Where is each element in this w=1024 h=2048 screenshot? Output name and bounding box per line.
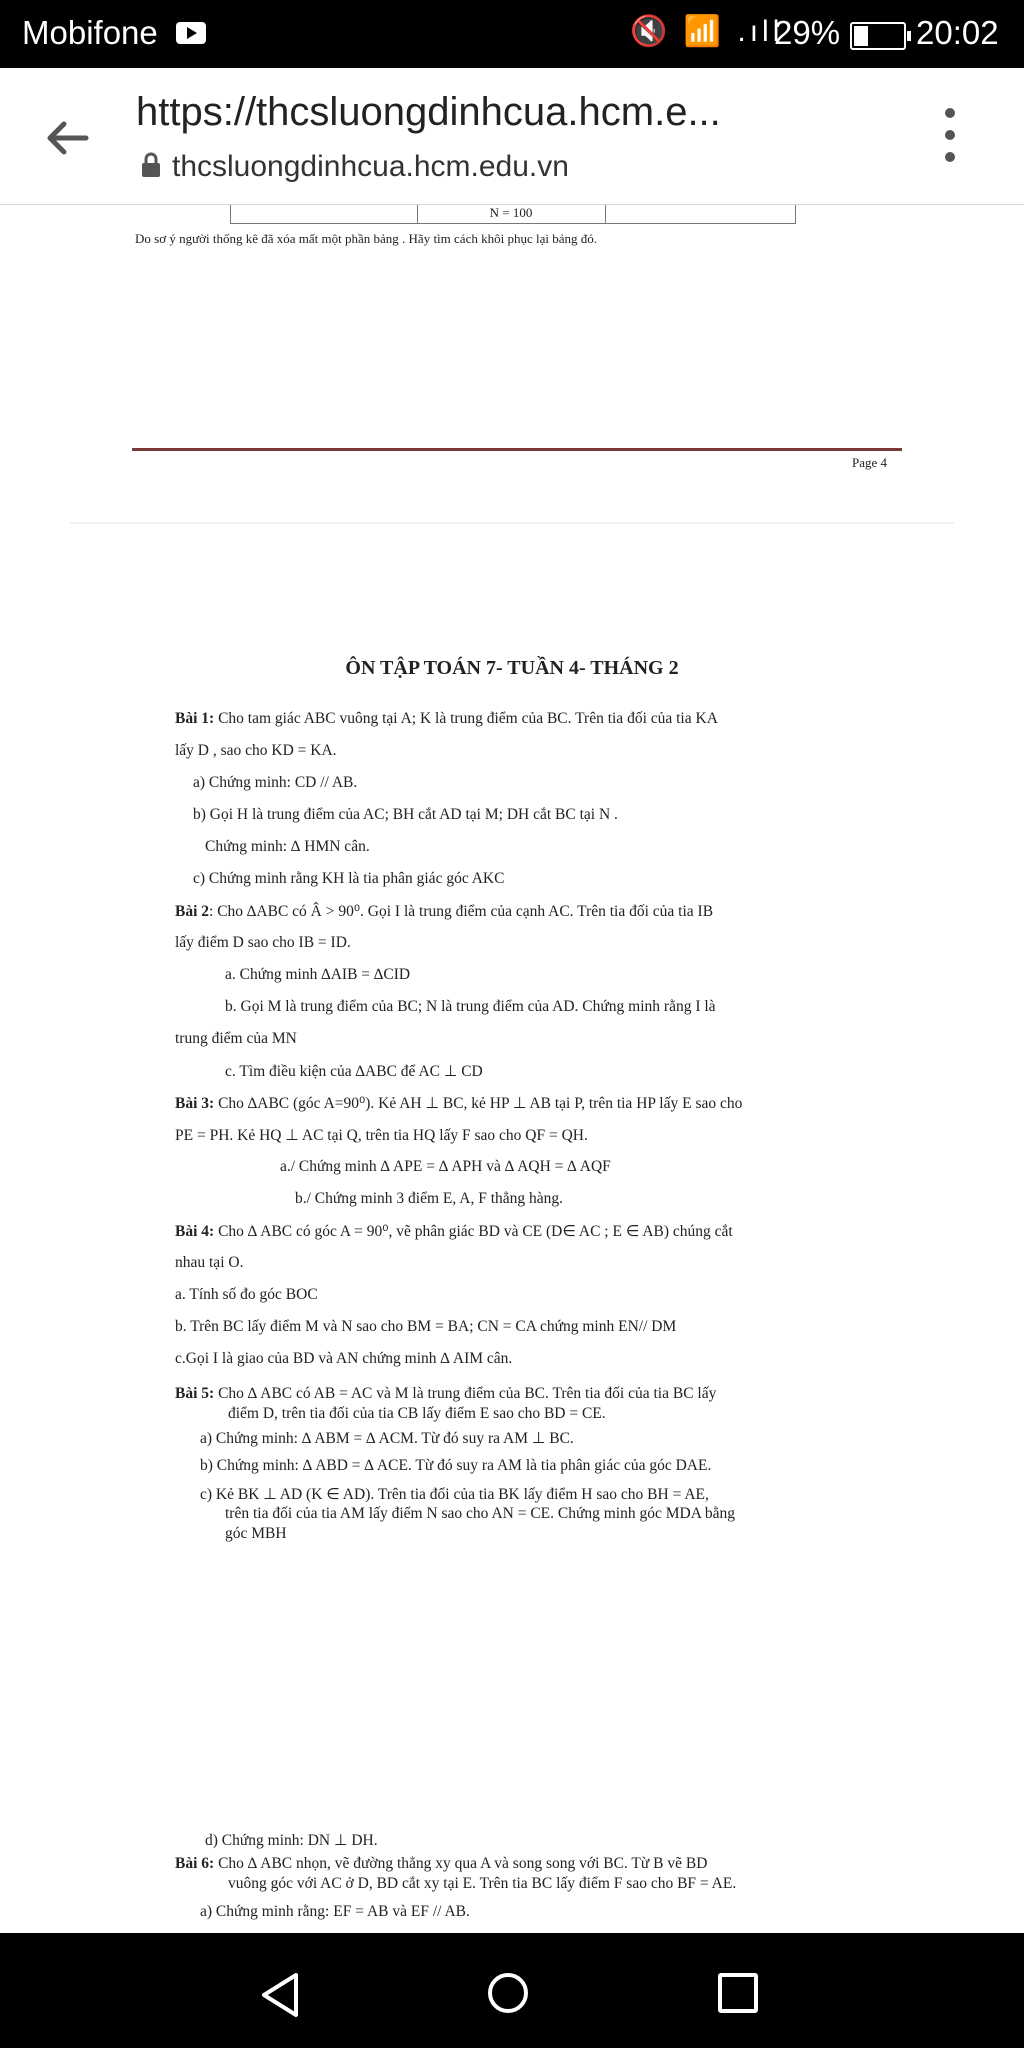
line-text: nhau tại O. [175, 1254, 244, 1271]
document-line [225, 966, 410, 984]
table-fragment [230, 205, 796, 224]
nav-back-icon[interactable] [258, 1971, 302, 2019]
line-text: c) Kẻ BK ⊥ AD (K ∈ AD). Trên tia đối của tia BK lấy điểm H sao cho BH = AE, [200, 1486, 709, 1503]
document-line [193, 870, 504, 888]
browser-toolbar [0, 68, 1024, 205]
document-line [205, 838, 370, 856]
document-line [193, 774, 357, 792]
document-line [225, 998, 716, 1016]
overflow-menu-icon[interactable] [940, 108, 960, 168]
navigation-bar [0, 1933, 1024, 2048]
line-text: Chứng minh: ∆ HMN cân. [205, 838, 370, 855]
exercise-label: Bài 4: [175, 1223, 215, 1240]
youtube-notification-icon [176, 22, 206, 44]
line-text: trung điểm của MN [175, 1030, 297, 1047]
document-line [200, 1429, 574, 1448]
document-line [200, 1457, 711, 1475]
line-text: Cho tam giác ABC vuông tại A; K là trung điểm của BC. Trên tia đối của tia KA [214, 710, 718, 727]
document-line [175, 1030, 297, 1048]
line-text: lấy điểm D sao cho IB = ID. [175, 934, 351, 951]
exercise-label: Bài 2 [175, 903, 210, 920]
page-footer-rule [132, 448, 902, 451]
line-text: a) Chứng minh rằng: EF = AB và EF // AB. [200, 1903, 470, 1920]
document-line [175, 1350, 512, 1368]
pdf-viewer[interactable] [0, 205, 1024, 1933]
line-text: c.Gọi I là giao của BD và AN chứng minh ∆ AIM cân. [175, 1350, 513, 1367]
battery-percent: 29% [774, 14, 841, 51]
carrier-name: Mobifone [22, 14, 158, 51]
page-separator [70, 522, 954, 524]
line-text: Cho ∆ ABC có góc A = 90⁰, vẽ phân giác BD và CE (D∈ AC ; E ∈ AB) chúng cắt [214, 1223, 733, 1240]
document-note: Do sơ ý người thống kê đã xóa mất một phần bảng . Hãy tìm cách khôi phục lại bảng đó. [135, 231, 597, 246]
document-line [228, 1875, 736, 1893]
back-arrow-icon[interactable] [40, 112, 92, 164]
nav-home-icon[interactable] [488, 1973, 528, 2013]
line-text: Cho ∆ ABC có AB = AC và M là trung điểm của BC. Trên tia đối của tia BC lấy [214, 1385, 717, 1402]
document-line [175, 1126, 588, 1145]
line-text: d) Chứng minh: DN ⊥ DH. [205, 1832, 378, 1849]
page-number: Page 4 [852, 455, 888, 470]
status-bar [0, 0, 1024, 68]
line-text: b. Gọi M là trung điểm của BC; N là trung điểm của AD. Chứng minh rằng I là [225, 998, 716, 1015]
exercise-label: Bài 1: [175, 710, 215, 727]
line-text: trên tia đối của tia AM lấy điểm N sao cho AN = CE. Chứng minh góc MDA bằng [225, 1505, 736, 1522]
line-text: c. Tìm điều kiện của ∆ABC để AC ⊥ CD [225, 1063, 483, 1080]
line-text: b) Gọi H là trung điểm của AC; BH cắt AD tại M; DH cắt BC tại N . [193, 806, 618, 823]
lock-icon [140, 152, 162, 178]
line-text: b./ Chứng minh 3 điểm E, A, F thẳng hàng. [295, 1190, 564, 1207]
document-line [175, 1222, 733, 1241]
document-line [175, 1254, 243, 1272]
document-line [175, 1318, 676, 1336]
document-line [175, 934, 351, 952]
line-text: a. Tính số đo góc BOC [175, 1286, 318, 1303]
document-line [200, 1903, 470, 1921]
page-url-title[interactable]: https://thcsluongdinhcua.hcm.e... [136, 90, 721, 134]
document-line [175, 710, 718, 728]
clock: 20:02 [916, 14, 999, 51]
line-text: lấy D , sao cho KD = KA. [175, 742, 337, 759]
document-line [225, 1062, 483, 1081]
page-domain[interactable]: thcsluongdinhcua.hcm.edu.vn [172, 150, 569, 183]
line-text: : Cho ∆ABC có Â > 90⁰. Gọi I là trung điểm của cạnh AC. Trên tia đối của tia IB [209, 903, 714, 920]
document-line [295, 1190, 563, 1208]
document-line [175, 1855, 707, 1873]
nav-recents-icon[interactable] [718, 1973, 758, 2013]
document-line [175, 1385, 716, 1403]
status-icons: 🔇 📶 .ıll [630, 15, 784, 48]
line-text: c) Chứng minh rằng KH là tia phân giác góc AKC [193, 870, 505, 887]
document-line [228, 1405, 606, 1423]
line-text: a. Chứng minh ∆AIB = ∆CID [225, 966, 411, 983]
exercise-label: Bài 3: [175, 1095, 215, 1112]
document-line [175, 1286, 318, 1304]
line-text: Cho ∆ ABC nhọn, vẽ đường thẳng xy qua A và song song với BC. Từ B vẽ BD [214, 1855, 708, 1872]
document-line [193, 806, 618, 824]
line-text: góc MBH [225, 1525, 287, 1542]
document-line [175, 742, 337, 760]
line-text: b. Trên BC lấy điểm M và N sao cho BM = BA; CN = CA chứng minh EN// DM [175, 1318, 677, 1335]
document-line [225, 1505, 735, 1523]
exercise-label: Bài 5: [175, 1385, 215, 1402]
line-text: a./ Chứng minh ∆ APE = ∆ APH và ∆ AQH = ∆ AQF [280, 1158, 611, 1175]
battery-icon [850, 22, 906, 50]
line-text: điểm D, trên tia đối của tia CB lấy điểm E sao cho BD = CE. [228, 1405, 606, 1422]
line-text: Cho ∆ABC (góc A=90⁰). Kẻ AH ⊥ BC, kẻ HP ⊥ AB tại P, trên tia HP lấy E sao cho [214, 1095, 743, 1112]
battery-fill [854, 26, 868, 46]
table-cell: N = 100 [489, 205, 533, 220]
line-text: a) Chứng minh: CD // AB. [193, 774, 358, 791]
document-line [205, 1831, 378, 1850]
line-text: b) Chứng minh: ∆ ABD = ∆ ACE. Từ đó suy ra AM là tia phân giác của góc DAE. [200, 1457, 712, 1474]
document-heading: ÔN TẬP TOÁN 7- TUẦN 4- THÁNG 2 [345, 657, 679, 679]
line-text: PE = PH. Kẻ HQ ⊥ AC tại Q, trên tia HQ lấy F sao cho QF = QH. [175, 1127, 588, 1144]
document-line [175, 1094, 742, 1113]
document-line [225, 1525, 287, 1543]
document-line [280, 1158, 611, 1176]
line-text: vuông góc với AC ở D, BD cắt xy tại E. Trên tia BC lấy điểm F sao cho BF = AE. [228, 1875, 737, 1892]
document-line [200, 1485, 709, 1504]
line-text: a) Chứng minh: ∆ ABM = ∆ ACM. Từ đó suy ra AM ⊥ BC. [200, 1430, 574, 1447]
exercise-label: Bài 6: [175, 1855, 215, 1872]
document-line [175, 902, 713, 921]
